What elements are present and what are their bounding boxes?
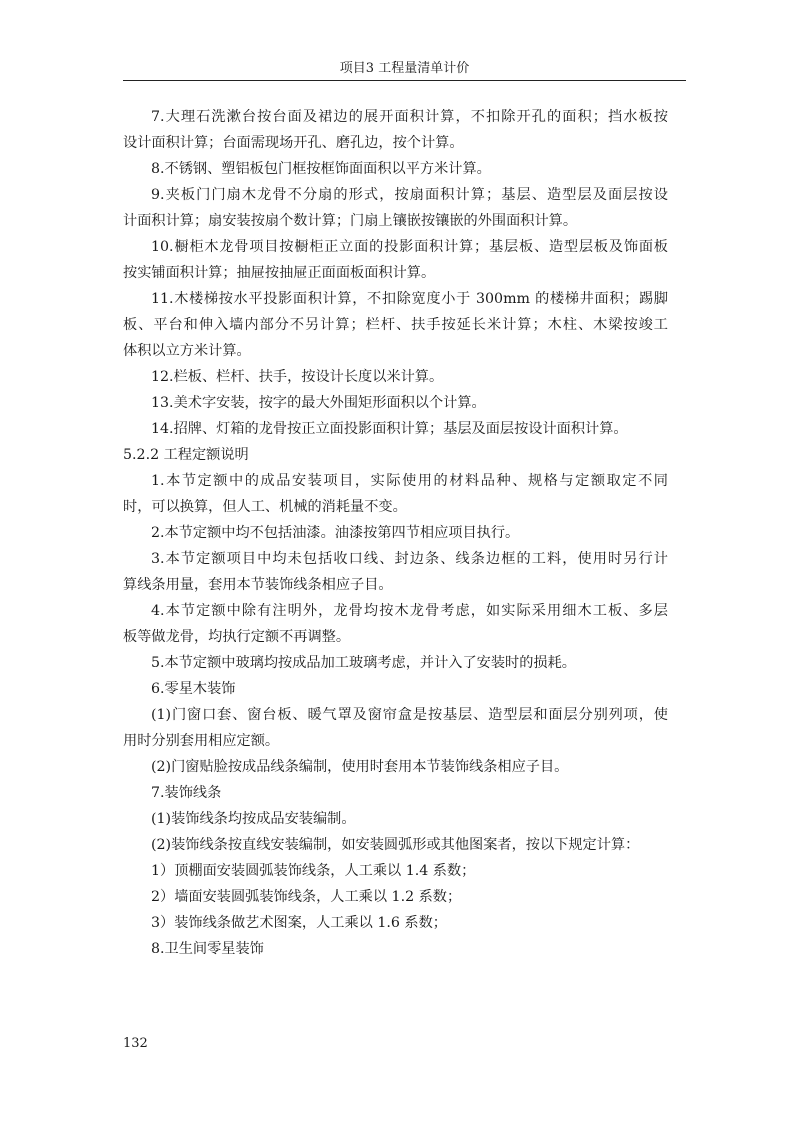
- text-line: (1)装饰线条均按成品安装编制。: [151, 811, 356, 827]
- text-line: 11.木楼梯按水平投影面积计算，不扣除宽度小于 300mm 的楼梯井面积；踢脚: [151, 291, 668, 307]
- text-line: 14.招牌、灯箱的龙骨按正立面投影面积计算；基层及面层按设计面积计算。: [151, 421, 628, 437]
- text-line: 板等做龙骨，均执行定额不再调整。: [123, 629, 351, 645]
- text-line: 13.美术字安装，按字的最大外围矩形面积以个计算。: [151, 395, 486, 411]
- text-line: 体积以立方米计算。: [123, 343, 251, 359]
- text-line: 算线条用量，套用本节装饰线条相应子目。: [123, 577, 393, 593]
- text-line: 板、平台和伸入墙内部分不另计算；栏杆、扶手按延长米计算；木柱、木梁按竣工: [123, 317, 668, 333]
- running-header: 项目3 工程量清单计价: [339, 61, 470, 76]
- text-line: 3.本节定额项目中均未包括收口线、封边条、线条边框的工料，使用时另行计: [151, 551, 668, 567]
- text-line: 12.栏板、栏杆、扶手，按设计长度以米计算。: [151, 369, 444, 385]
- subheading: 8.卫生间零星装饰: [151, 941, 264, 957]
- text-line: 3）装饰线条做艺术图案，人工乘以 1.6 系数；: [151, 915, 447, 931]
- text-line: (2)装饰线条按直线安装编制，如安装圆弧形或其他图案者，按以下规定计算：: [151, 837, 640, 853]
- text-line: 用时分别套用相应定额。: [123, 733, 280, 749]
- text-line: 1）顶棚面安装圆弧装饰线条，人工乘以 1.4 系数；: [151, 863, 476, 879]
- text-line: (1)门窗口套、窗台板、暖气罩及窗帘盒是按基层、造型层和面层分别列项，使: [151, 707, 668, 723]
- text-line: 计面积计算；扇安装按扇个数计算；门扇上镶嵌按镶嵌的外围面积计算。: [123, 213, 578, 229]
- header-rule: [123, 80, 686, 81]
- subheading: 7.装饰线条: [151, 785, 222, 801]
- text-line: 1.本节定额中的成品安装项目，实际使用的材料品种、规格与定额取定不同: [151, 473, 668, 489]
- text-line: 8.不锈钢、塑铝板包门框按框饰面面积以平方米计算。: [151, 161, 491, 177]
- text-line: 7.大理石洗漱台按台面及裙边的展开面积计算，不扣除开孔的面积；挡水板按: [151, 109, 668, 125]
- text-line: 按实铺面积计算；抽屉按抽屉正面面板面积计算。: [123, 265, 436, 281]
- text-line: 9.夹板门门扇木龙骨不分扇的形式，按扇面积计算；基层、造型层及面层按设: [151, 187, 668, 203]
- text-line: 5.本节定额中玻璃均按成品加工玻璃考虑，并计入了安装时的损耗。: [151, 655, 576, 671]
- text-line: 设计面积计算；台面需现场开孔、磨孔边，按个计算。: [123, 135, 464, 151]
- text-line: 2）墙面安装圆弧装饰线条，人工乘以 1.2 系数；: [151, 889, 462, 905]
- text-line: 4.本节定额中除有注明外，龙骨均按木龙骨考虑，如实际采用细木工板、多层: [151, 603, 668, 619]
- section-heading: 5.2.2 工程定额说明: [123, 447, 249, 463]
- subheading: 6.零星木装饰: [151, 681, 236, 697]
- body-text: [123, 104, 668, 962]
- text-line: 10.橱柜木龙骨项目按橱柜正立面的投影面积计算；基层板、造型层板及饰面板: [151, 239, 668, 255]
- page-number: 132: [123, 1036, 148, 1051]
- text-line: (2)门窗贴脸按成品线条编制，使用时套用本节装饰线条相应子目。: [151, 759, 569, 775]
- text-line: 时，可以换算，但人工、机械的消耗量不变。: [123, 499, 407, 515]
- text-line: 2.本节定额中均不包括油漆。油漆按第四节相应项目执行。: [151, 525, 520, 541]
